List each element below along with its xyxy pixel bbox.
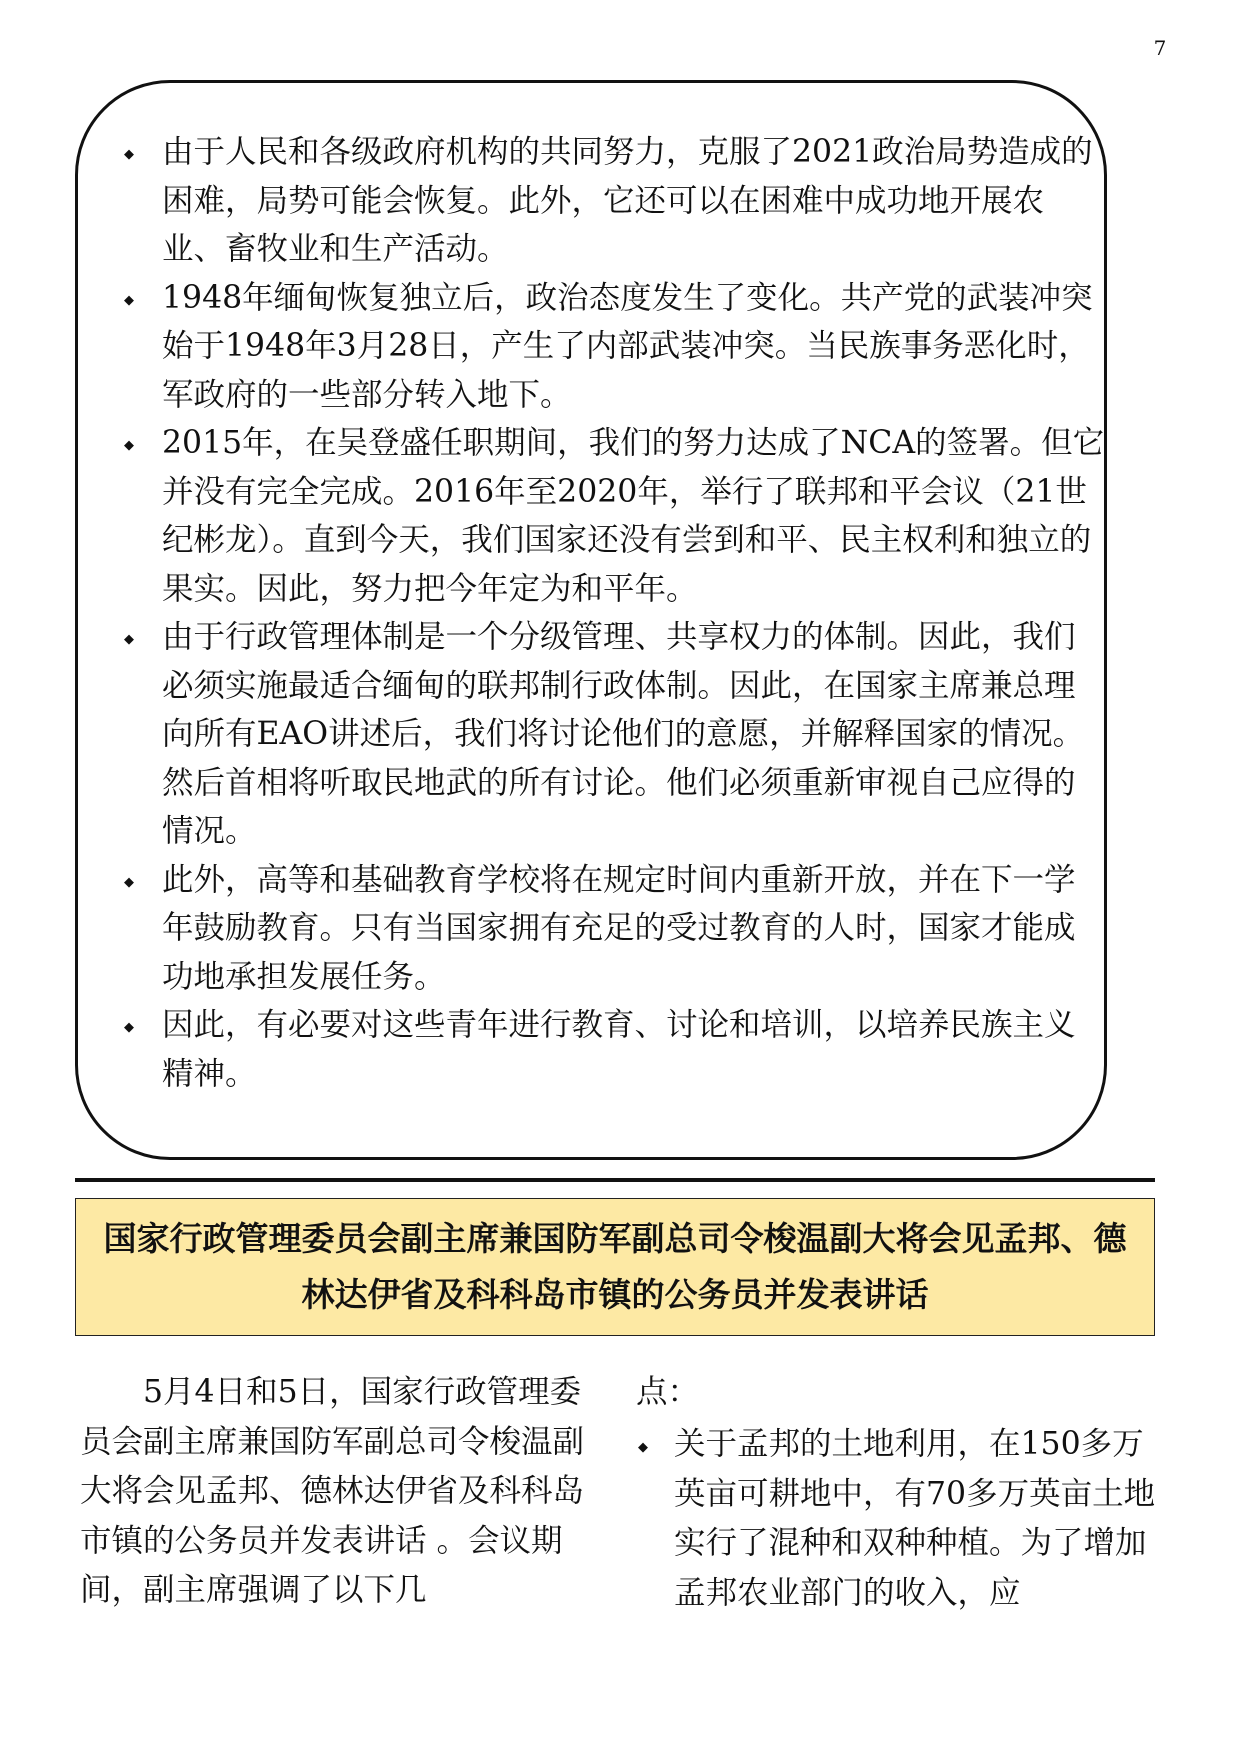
diamond-bullet-icon: ◆ bbox=[124, 1020, 134, 1035]
list-item bbox=[120, 274, 1105, 420]
summary-bullet-list bbox=[120, 128, 1105, 1098]
list-item-text: 此外，高等和基础教育学校将在规定时间内重新开放，并在下一学年鼓励教育。只有当国家拥有充足的受过教育的人时，国家才能成功地承担发展任务。 bbox=[162, 861, 1076, 995]
list-item-text: 关于孟邦的土地利用，在150多万英亩可耕地中，有70多万英亩土地实行了混种和双种种植。为了增加孟邦农业部门的收入，应 bbox=[674, 1426, 1156, 1611]
list-item bbox=[636, 1420, 1156, 1618]
page-number: 7 bbox=[1153, 36, 1167, 60]
list-item-text: 1948年缅甸恢复独立后，政治态度发生了变化。共产党的武装冲突始于1948年3月28日，产生了内部武装冲突。当民族事务恶化时，军政府的一些部分转入地下。 bbox=[162, 279, 1093, 413]
list-item bbox=[120, 1001, 1105, 1098]
section-divider bbox=[75, 1178, 1155, 1182]
diamond-bullet-icon: ◆ bbox=[124, 438, 134, 453]
list-item bbox=[120, 419, 1105, 613]
diamond-bullet-icon: ◆ bbox=[124, 874, 134, 890]
diamond-bullet-icon: ◆ bbox=[124, 147, 134, 162]
diamond-bullet-icon: ◆ bbox=[124, 632, 134, 647]
diamond-bullet-icon: ◆ bbox=[124, 292, 134, 308]
article-body-right-lead: 点： bbox=[636, 1374, 700, 1410]
list-item-text: 2015年，在吴登盛任职期间，我们的努力达成了NCA的签署。但它并没有完全完成。2016年至2020年，举行了联邦和平会议（21世纪彬龙）。直到今天，我们国家还没有尝到和平、民主权利和独立的果实。因此，努力把今年定为和平年。 bbox=[162, 425, 1105, 607]
list-item-text: 由于行政管理体制是一个分级管理、共享权力的体制。因此，我们必须实施最适合缅甸的联邦制行政体制。因此，在国家主席兼总理向所有EAO讲述后，我们将讨论他们的意愿，并解释国家的情况。然后首相将听取民地武的所有讨论。他们必须重新审视自己应得的情况。 bbox=[162, 619, 1085, 849]
list-item bbox=[120, 856, 1105, 1002]
list-item-text: 因此，有必要对这些青年进行教育、讨论和培训，以培养民族主义精神。 bbox=[162, 1007, 1076, 1092]
diamond-bullet-icon: ◆ bbox=[638, 1440, 648, 1455]
article-headline: 国家行政管理委员会副主席兼国防军副总司令梭温副大将会见孟邦、德林达伊省及科科岛市镇的公务员并发表讲话 bbox=[103, 1219, 1127, 1314]
list-item bbox=[120, 613, 1105, 856]
list-item-text: 由于人民和各级政府机构的共同努力，克服了2021政治局势造成的困难，局势可能会恢复。此外，它还可以在困难中成功地开展农业、畜牧业和生产活动。 bbox=[162, 134, 1093, 267]
article-body-left-column: 5月4日和5日，国家行政管理委员会副主席兼国防军副总司令梭温副大将会见孟邦、德林达伊省及科科岛市镇的公务员并发表讲话 。会议期间，副主席强调了以下几 bbox=[80, 1374, 585, 1608]
list-item bbox=[120, 128, 1105, 274]
article-bullet-list bbox=[636, 1420, 1156, 1618]
headline-banner bbox=[75, 1198, 1155, 1336]
